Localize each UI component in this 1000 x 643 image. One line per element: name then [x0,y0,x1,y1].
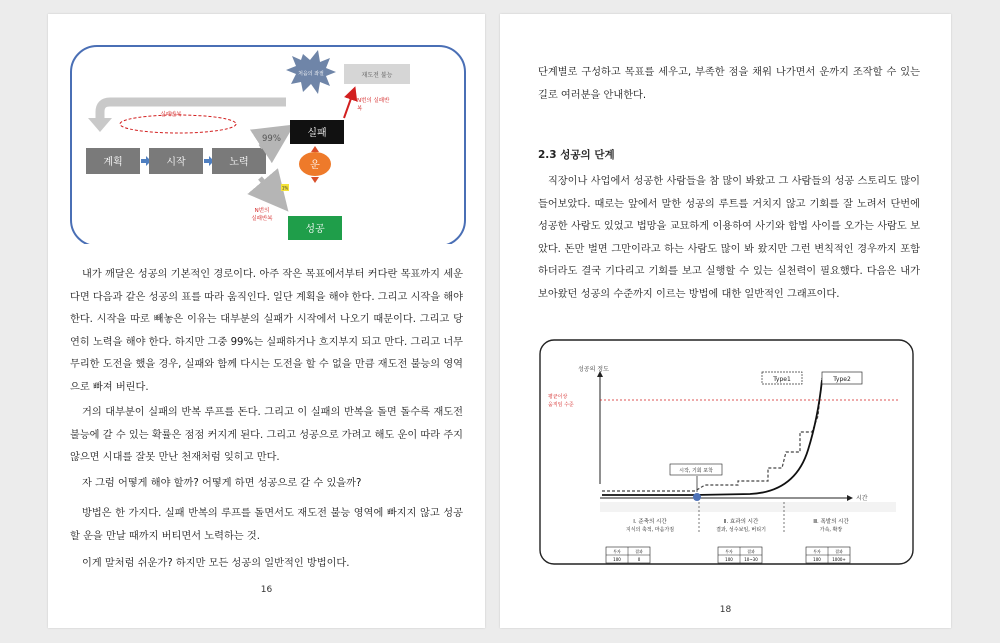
table3-h2: 결과 [835,549,843,554]
table2-v1: 100 [725,557,733,562]
left-paragraph-4: 방법은 한 가지다. 실패 반복의 루프를 돌면서도 재도전 불능 영역에 빠지지 않고 성공할 운을 만날 때까지 버티면서 노력하는 것. [70,508,463,542]
threshold-label-2: 움직임 수준 [548,402,574,408]
table3-h1: 투자 [813,549,821,554]
left-paragraph-3: 자 그럼 어떻게 해야 할까? 어떻게 하면 성공으로 갈 수 있을까? [82,478,362,489]
baseline-band [600,502,896,512]
table1-v1: 100 [613,557,621,562]
n-failure-repeat-bottom-1: N번의 [254,208,270,214]
phase1-title: Ⅰ. 준축의 시간 [633,519,667,525]
table2-h2: 결과 [747,549,755,554]
table1-v2: 0 [637,557,641,562]
failure-loop-label: 실패반복 [160,112,182,118]
table2-v2: 10~30 [744,557,758,562]
phase2-title: Ⅱ. 효과의 시간 [723,519,759,525]
invest-table-3 [806,547,850,563]
failure-label: 실패 [307,128,327,139]
left-page-number: 16 [260,585,273,595]
left-paragraph-1: 내가 깨달은 성공의 기본적인 경로이다. 아주 작은 목표에서부터 커다란 목표까지 세운다면 다음과 같은 성공의 표를 따라 움직인다. 일단 계획을 해야 한다. 그리고 시작을 해야 한다. 시작을 따로 빼놓은 이유는 대부분의 실패가 시작에서 나오기 때문이다. 그리고 당연히 노력을 해야 한다. 하지만 그중 99%는 실패하거나 흐지부지 되고 만다. 그리고 너무 무리한 도전을 했을 경우, 실패와 함께 다시는 도전을 할 수 없을 만큼 재도전 불능의 영역으로 빠져 버린다. [70,269,464,393]
phase3-title: Ⅲ. 폭발의 시간 [813,519,849,525]
left-paragraph-2: 거의 대부분이 실패의 반복 루프를 돈다. 그리고 이 실패의 반복을 돌면 돌수록 재도전 불능에 갈 수 있는 확률은 점점 커지게 된다. 그리고 성공으로 가려고 해도 운이 따라 주지 않으면 시대를 잘못 만난 천재처럼 잊히고 만다. [70,407,464,464]
plan-label: 계획 [103,157,123,168]
right-body-paragraph: 직장이나 사업에서 성공한 사람들을 참 많이 봐왔고 그 사람들의 성공 스토리도 많이 들어보았다. 때로는 앞에서 말한 성공의 루트를 거치지 않고 기회를 잘 노려서 단번에 성공한 사람도 있었고 법망을 교묘하게 이용하여 사기와 합법 사이를 오가는 사람도 보았다. 돈만 벌면 그만이라고 하는 사람도 많이 봐 왔지만 그런 변칙적인 경우까지 포함하더라도 결국 기다리고 기회를 보고 실행할 수 있는 실천력이 필요했다. 다음은 내가 보아왔던 성공의 수준까지 이르는 방법에 대한 일반적인 그래프이다. [538,176,920,300]
table2-h1: 투자 [725,549,733,554]
table3-v2: 1000+ [832,557,846,562]
invest-table-1 [606,547,650,563]
table1-h2: 결과 [635,549,643,554]
table3-v1: 100 [813,557,821,562]
effort-label: 노력 [229,157,249,168]
phase1-sub: 지식의 축적, 마음가짐 [625,527,675,533]
type2-label: Type2 [833,376,851,383]
right-intro-paragraph: 단계별로 구성하고 목표를 세우고, 부족한 점을 채워 나가면서 운까지 조작할 수 있는 길로 여러분을 안내한다. [538,67,920,101]
n-failure-repeat-top-1: N번의 실패반 [357,98,390,104]
left-page [48,14,485,628]
phase2-sub: 결과, 성수보임, 버티기 [716,527,766,533]
n-failure-repeat-bottom-2: 실패반복 [251,216,273,222]
retry-impossible-label: 재도전 불능 [361,72,393,79]
phase3-sub: 가속, 확장 [819,527,843,533]
right-page [500,14,951,628]
luck-label: 운 [310,160,320,171]
pct-1-label: 1% [281,185,289,191]
burst-label: 처음의 좌절 [298,71,324,77]
y-axis-label: 성공의 정도 [578,366,609,373]
pct-99-label: 99% [262,134,281,144]
left-paragraph-5: 이게 말처럼 쉬운가? 하지만 모든 성공의 일반적인 방법이다. [82,558,350,569]
event-label: 시작, 기회 포착 [679,468,713,474]
event-marker [693,493,701,501]
threshold-label-1: 평균이상 [548,394,568,400]
section-heading: 2.3 성공의 단계 [538,149,615,161]
type1-label: Type1 [773,376,791,383]
success-label: 성공 [305,224,325,235]
success-path-diagram [48,14,485,244]
right-page-number: 18 [719,605,732,615]
x-axis-label: 시간 [856,495,868,502]
n-failure-repeat-top-2: 복 [357,106,363,112]
table1-h1: 투자 [613,549,621,554]
invest-table-2 [718,547,762,563]
success-stage-chart [500,334,951,574]
start-label: 시작 [166,157,186,168]
